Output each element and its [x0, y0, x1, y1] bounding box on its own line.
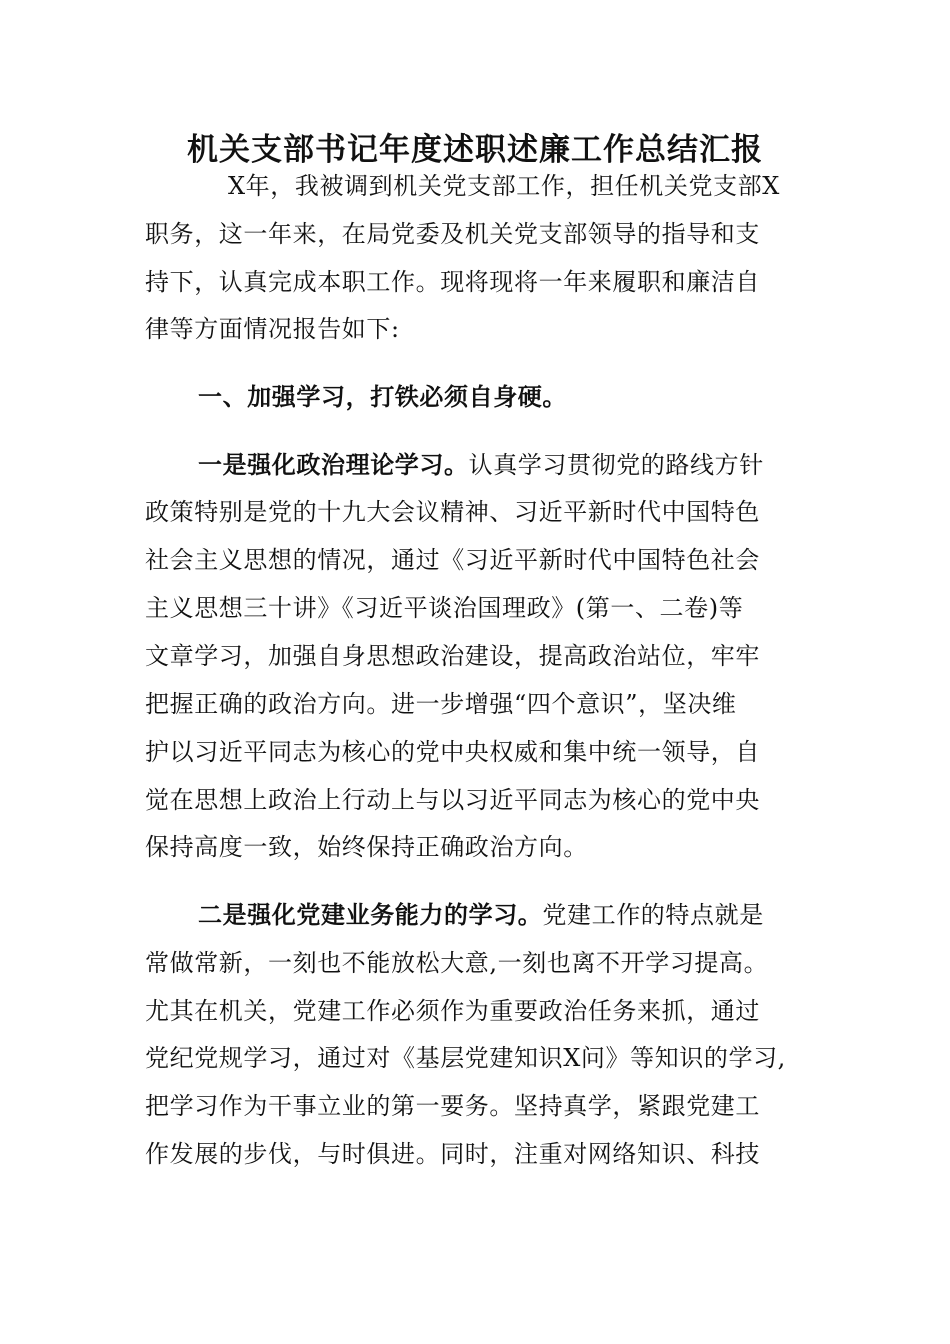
intro-line-3: 持下，认真完成本职工作。现将现将一年来履职和廉洁自 [145, 268, 760, 296]
para1-lead: 一是强化政治理论学习。 [198, 450, 469, 479]
para1-line: 把握正确的政治方向。进一步增强“四个意识”，坚决维 [145, 690, 737, 718]
para2-line: 把学习作为干事立业的第一要务。坚持真学，紧跟党建工 [145, 1092, 760, 1120]
section-heading-1: 一、加强学习，打铁必须自身硬。 [198, 382, 567, 411]
para1-line: 护以习近平同志为核心的党中央权威和集中统一领导，自 [145, 738, 760, 766]
para2-lead: 二是强化党建业务能力的学习。 [198, 900, 543, 929]
intro-line-2: 职务，这一年来，在局党委及机关党支部领导的指导和支 [145, 220, 760, 248]
para1-line: 文章学习，加强自身思想政治建设，提高政治站位，牢牢 [145, 642, 760, 670]
para2-line: 党纪党规学习，通过对《基层党建知识X问》等知识的学习, [145, 1044, 786, 1072]
para2-line: 作发展的步伐，与时俱进。同时，注重对网络知识、科技 [145, 1140, 760, 1168]
para2-line: 常做常新，一刻也不能放松大意,一刻也离不开学习提高。 [145, 949, 769, 977]
para2-first-line [198, 897, 764, 933]
para1-line: 觉在思想上政治上行动上与以习近平同志为核心的党中央 [145, 786, 760, 814]
para2-first-line-rest: 党建工作的特点就是 [542, 901, 764, 929]
para1-first-line [198, 447, 764, 483]
intro-line-4: 律等方面情况报告如下: [145, 315, 400, 343]
para1-line: 保持高度一致，始终保持正确政治方向。 [145, 833, 588, 861]
para1-line: 社会主义思想的情况，通过《习近平新时代中国特色社会 [145, 546, 760, 574]
document-title: 机关支部书记年度述职述廉工作总结汇报 [187, 132, 763, 168]
para1-line: 政策特别是党的十九大会议精神、习近平新时代中国特色 [145, 498, 760, 526]
para1-first-line-rest: 认真学习贯彻党的路线方针 [468, 451, 764, 479]
para2-line: 尤其在机关，党建工作必须作为重要政治任务来抓，通过 [145, 997, 760, 1025]
para1-line: 主义思想三十讲》《习近平谈治国理政》(第一、二卷)等 [145, 594, 744, 622]
intro-line-1: X年，我被调到机关党支部工作，担任机关党支部X [228, 172, 780, 200]
